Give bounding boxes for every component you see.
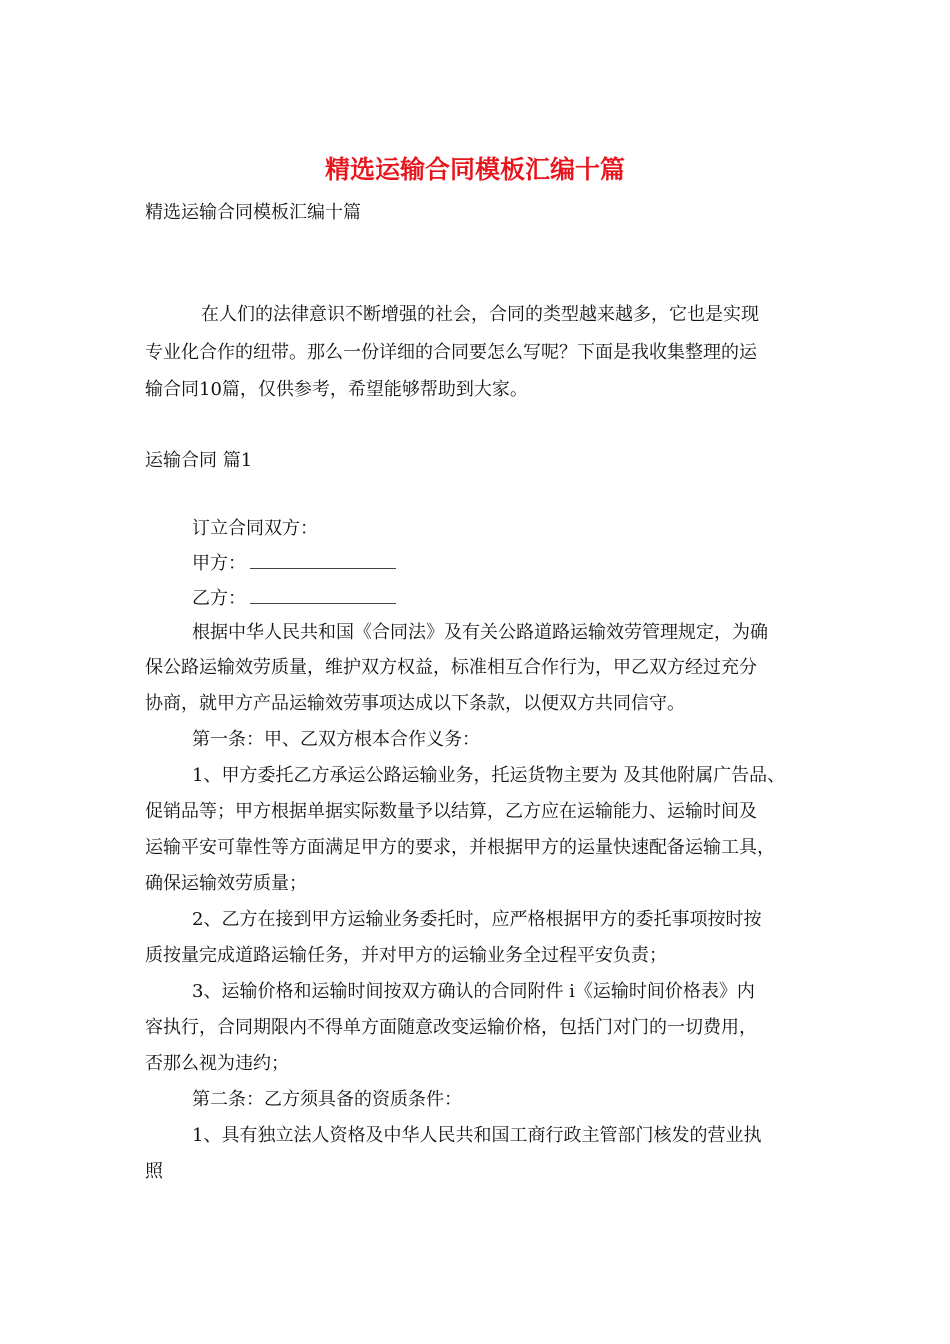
article2-item1-line-2: 照: [145, 1161, 163, 1182]
article1-item1-line-3: 运输平安可靠性等方面满足甲方的要求，并根据甲方的运量快速配备运输工具，: [145, 837, 775, 858]
article2-heading: 第二条：乙方须具备的资质条件：: [192, 1089, 462, 1110]
parties-heading: 订立合同双方：: [192, 518, 318, 539]
preamble-line-2: 保公路运输效劳质量，维护双方权益，标准相互合作行为，甲乙双方经过充分: [145, 657, 757, 678]
party-a-blank: [250, 554, 396, 569]
intro-line-1: 在人们的法律意识不断增强的社会，合同的类型越来越多，它也是实现: [201, 304, 759, 325]
document-subtitle: 精选运输合同模板汇编十篇: [145, 202, 361, 223]
intro-line-3: 输合同10篇，仅供参考，希望能够帮助到大家。: [145, 379, 528, 400]
article1-item2-line-2: 质按量完成道路运输任务，并对甲方的运输业务全过程平安负责；: [145, 945, 667, 966]
party-b-blank: [250, 589, 396, 604]
party-b-label: 乙方：: [192, 588, 246, 609]
section-heading: 运输合同 篇1: [145, 450, 253, 471]
party-a-line: [192, 552, 396, 576]
article1-item3-line-2: 容执行，合同期限内不得单方面随意改变运输价格，包括门对门的一切费用，: [145, 1017, 757, 1038]
article1-item1-line-4: 确保运输效劳质量；: [145, 873, 307, 894]
document-title: 精选运输合同模板汇编十篇: [324, 155, 625, 184]
article2-item1-line-1: 1、具有独立法人资格及中华人民共和国工商行政主管部门核发的营业执: [192, 1125, 762, 1146]
article1-item1-line-1: 1、甲方委托乙方承运公路运输业务，托运货物主要为 及其他附属广告品、: [192, 765, 786, 786]
intro-line-2: 专业化合作的纽带。那么一份详细的合同要怎么写呢？下面是我收集整理的运: [145, 342, 757, 363]
party-a-label: 甲方：: [192, 553, 246, 574]
article1-item1-line-2: 促销品等；甲方根据单据实际数量予以结算，乙方应在运输能力、运输时间及: [145, 801, 757, 822]
article1-item3-line-1: 3、运输价格和运输时间按双方确认的合同附件 i《运输时间价格表》内: [192, 981, 755, 1002]
preamble-line-1: 根据中华人民共和国《合同法》及有关公路道路运输效劳管理规定，为确: [192, 622, 768, 643]
preamble-line-3: 协商，就甲方产品运输效劳事项达成以下条款，以便双方共同信守。: [145, 693, 685, 714]
article1-heading: 第一条：甲、乙双方根本合作义务：: [192, 729, 480, 750]
article1-item2-line-1: 2、乙方在接到甲方运输业务委托时，应严格根据甲方的委托事项按时按: [192, 909, 762, 930]
party-b-line: [192, 587, 396, 611]
article1-item3-line-3: 否那么视为违约；: [145, 1053, 289, 1074]
